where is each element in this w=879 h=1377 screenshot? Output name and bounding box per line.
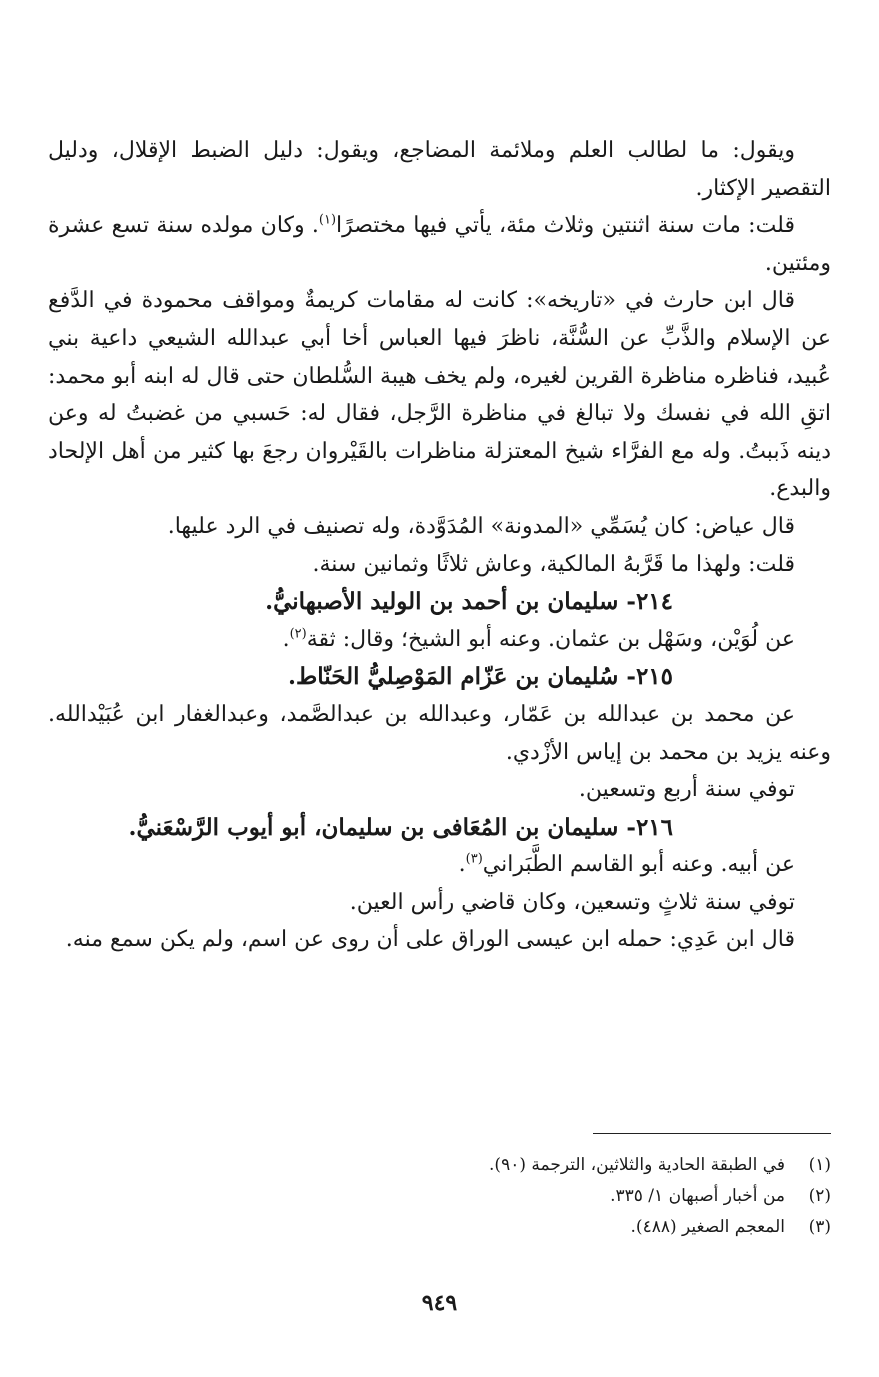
paragraph: توفي سنة أربع وتسعين. [578,777,795,803]
footnote-number: (٢) [808,1186,831,1206]
paragraph: قال ابن حارث في «تاريخه»: كانت له مقامات كريمةٌ ومواقف محمودة في الدَّفع عن الإسلام والذَّبِّ عن السُّنَّة، ناظرَ فيها العباس أخا أبي عبدالله الشيعي داعية بني عُبيد، فناظره مناظرة القرين لغيره، ولم يخف هيبة السُّلطان حتى قال له ابنه أبو محمد: اتقِ الله في نفسك ولا تبالغ في مناظرة الرَّجل، فقال له: حَسبي من غضبتُ له وعن دينه ذَببتُ. وله مع الفرَّاء شيخ المعتزلة مناظرات بالقَيْروان رجعَ بها كثير من أهل الإلحاد والبدع. [48,288,831,502]
footnote-number: (١) [808,1155,831,1175]
entry-heading-215: ٢١٥- سُليمان بن عَزّام المَوْصِليُّ الحَنّاط. [288,663,673,691]
paragraph: قلت: ولهذا ما قَرَّبهُ المالكية، وعاش ثلاثًا وثمانين سنة. [312,551,795,577]
footnote-divider [593,1133,831,1134]
entry-heading-214: ٢١٤- سليمان بن أحمد بن الوليد الأصبهانيُّ. [265,588,673,616]
footnotes [48,1150,831,1243]
footnote-text: المعجم الصغير (٤٨٨). [630,1217,785,1237]
paragraph: عن أبيه. وعنه أبو القاسم الطَّبَراني$^{(٣)}$. [458,851,795,878]
footnote-text: من أخبار أصبهان ١/ ٣٣٥. [610,1186,785,1206]
paragraph: ويقول: ما لطالب العلم وملائمة المضاجع، ويقول: دليل الضبط الإقلال، ودليل التقصير الإكثار. [48,138,831,201]
main-text [48,132,831,959]
paragraph: عن محمد بن عبدالله بن عَمّار، وعبدالله بن عبدالصَّمد، وعبدالغفار ابن عُبَيْدالله. وعنه يزيد بن محمد بن إياس الأزْدي. [48,701,831,765]
footnote-number: (٣) [808,1217,831,1237]
footnote-ref: (٢) [289,626,307,642]
paragraph: قال عياض: كان يُسَمِّي «المدونة» المُدَوَّدة، وله تصنيف في الرد عليها. [167,513,795,539]
paragraph: قلت: مات سنة اثنتين وثلاث مئة، يأتي فيها مختصرًا$^{(١)}$. وكان مولده سنة تسع عشرة ومئتين. [48,212,831,276]
footnote-ref: (٣) [465,851,483,867]
footnote-ref: (١) [318,212,337,228]
footnote-text: في الطبقة الحادية والثلاثين، الترجمة (٩٠). [489,1155,785,1175]
footnote [48,1212,831,1243]
footnote [48,1181,831,1212]
paragraph: قال ابن عَدِي: حمله ابن عيسى الوراق على أن روى عن اسم، ولم يكن سمع منه. [65,927,795,953]
entry-heading-216: ٢١٦- سليمان بن المُعَافى بن سليمان، أبو أيوب الرَّسْعَنيُّ. [128,813,673,841]
footnote [48,1150,831,1181]
page-number: ٩٤٩ [421,1290,458,1316]
paragraph: عن لُوَيْن، وسَهْل بن عثمان. وعنه أبو الشيخ؛ وقال: ثقة$^{(٢)}$. [282,626,795,652]
paragraph: توفي سنة ثلاثٍ وتسعين، وكان قاضي رأس العين. [349,889,795,915]
